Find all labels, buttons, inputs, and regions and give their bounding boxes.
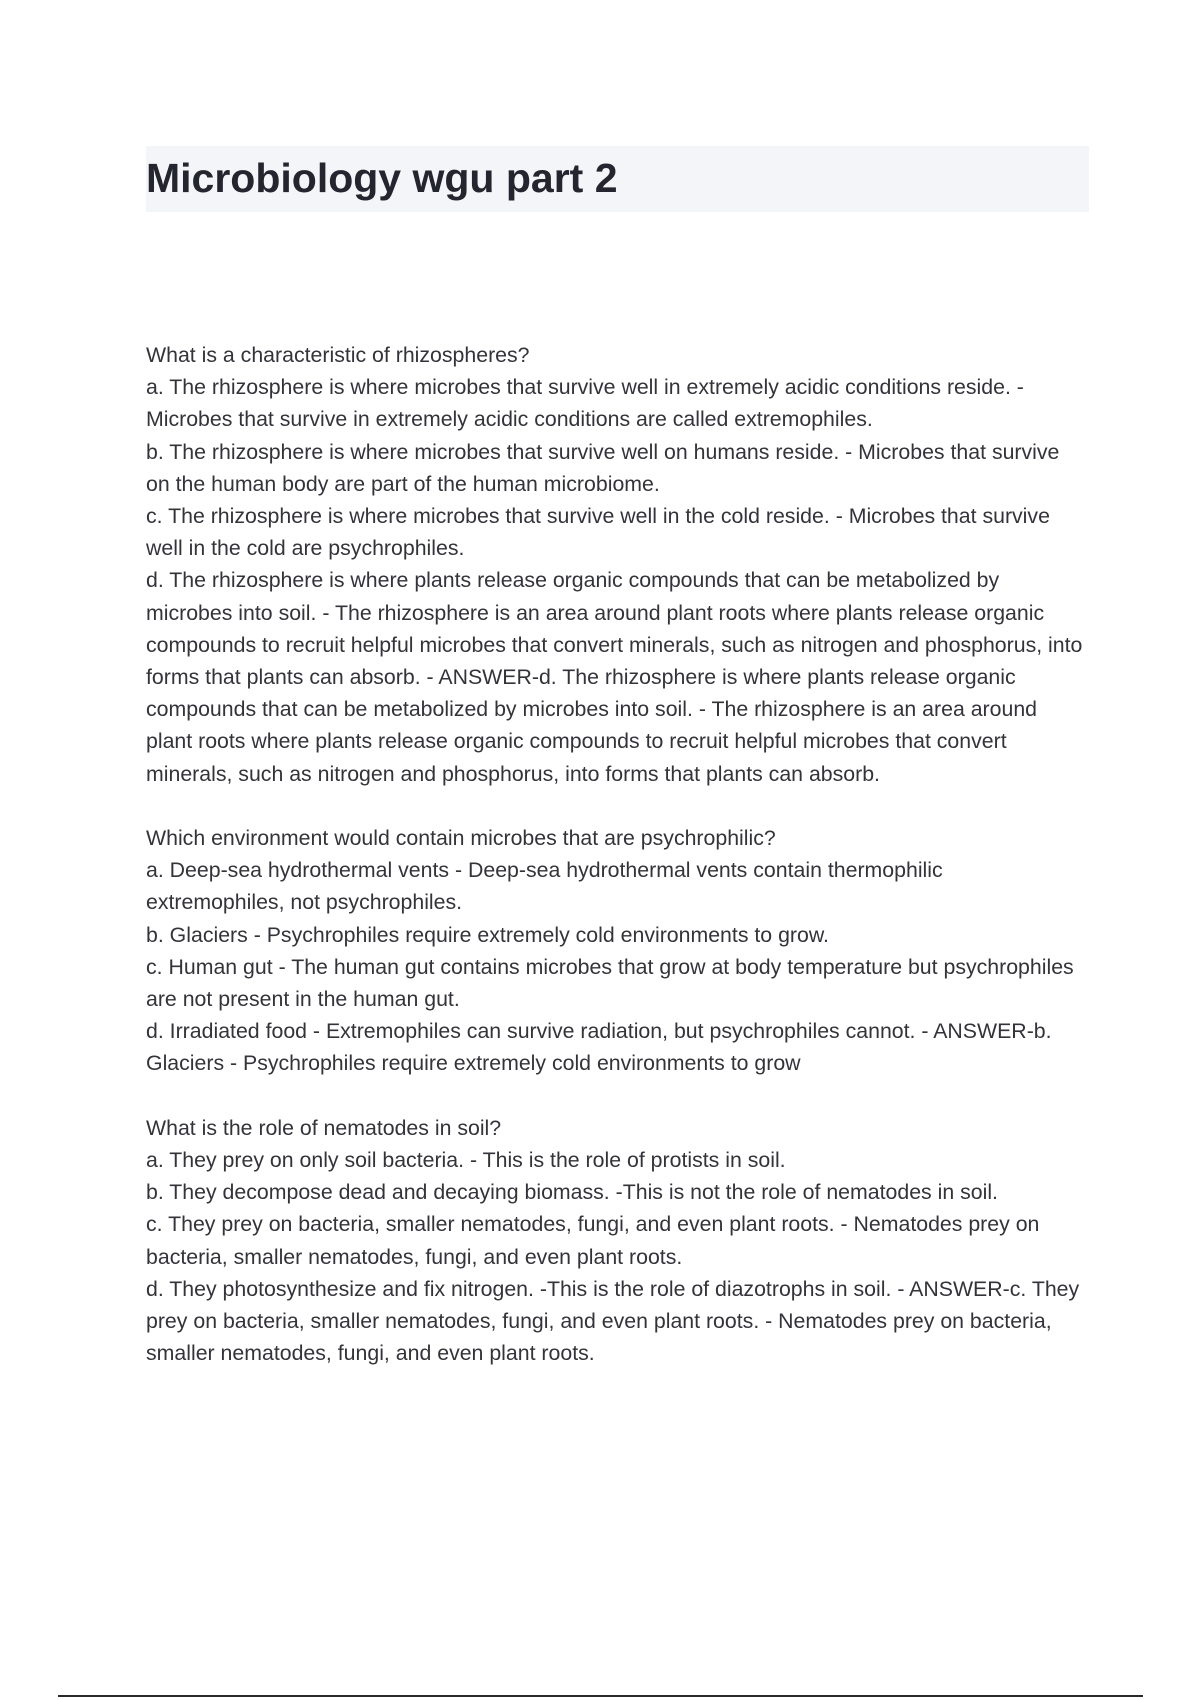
page-title: Microbiology wgu part 2 [146,155,618,201]
answer-option: a. The rhizosphere is where microbes that survive well in extremely acidic conditions reside. - Microbes that survive in extremely acidic conditions are called extremophiles. [146,375,1024,432]
question-block-2 [146,822,1086,1080]
question-block-3 [146,1112,1086,1370]
answer-option: d. Irradiated food - Extremophiles can survive radiation, but psychrophiles cannot. - ANSWER-b. Glaciers - Psychrophiles require extremely cold environments to grow [146,1019,1052,1076]
answer-option: d. The rhizosphere is where plants release organic compounds that can be metabolized by microbes into soil. - The rhizosphere is an area around plant roots where plants release organic compounds to recruit helpful microbes that convert minerals, such as nitrogen and phosphorus, into forms that plants can absorb. - ANSWER-d. The rhizosphere is where plants release organic compounds that can be metabolized by microbes into soil. - The rhizosphere is an area around plant roots where plants release organic compounds to recruit helpful microbes that convert minerals, such as nitrogen and phosphorus, into forms that plants can absorb. [146,568,1083,786]
answer-option: d. They photosynthesize and fix nitrogen. -This is the role of diazotrophs in soil. - ANSWER-c. They prey on bacteria, smaller nematodes, fungi, and even plant roots. - Nematodes prey on bacteria, smaller nematodes, fungi, and even plant roots. [146,1276,1080,1366]
answer-option: a. Deep-sea hydrothermal vents - Deep-sea hydrothermal vents contain thermophilic extremophiles, not psychrophiles. [146,858,943,915]
question-text: Which environment would contain microbes that are psychrophilic? [146,826,776,851]
answer-option: a. They prey on only soil bacteria. - This is the role of protists in soil. [146,1148,786,1173]
document-body [146,339,1086,1402]
question-block-1 [146,339,1086,790]
answer-option: b. The rhizosphere is where microbes that survive well on humans reside. - Microbes that survive on the human body are part of the human microbiome. [146,439,1060,496]
question-text: What is a characteristic of rhizospheres? [146,343,530,367]
question-text: What is the role of nematodes in soil? [146,1115,502,1140]
answer-option: c. The rhizosphere is where microbes that survive well in the cold reside. - Microbes that survive well in the cold are psychrophiles. [146,504,1050,561]
answer-option: b. They decompose dead and decaying biomass. -This is not the role of nematodes in soil. [146,1180,998,1205]
answer-option: b. Glaciers - Psychrophiles require extremely cold environments to grow. [146,922,829,947]
answer-option: c. They prey on bacteria, smaller nematodes, fungi, and even plant roots. - Nematodes prey on bacteria, smaller nematodes, fungi, and even plant roots. [146,1212,1040,1269]
answer-option: c. Human gut - The human gut contains microbes that grow at body temperature but psychrophiles are not present in the human gut. [146,954,1074,1012]
footer-divider [58,1695,1143,1697]
